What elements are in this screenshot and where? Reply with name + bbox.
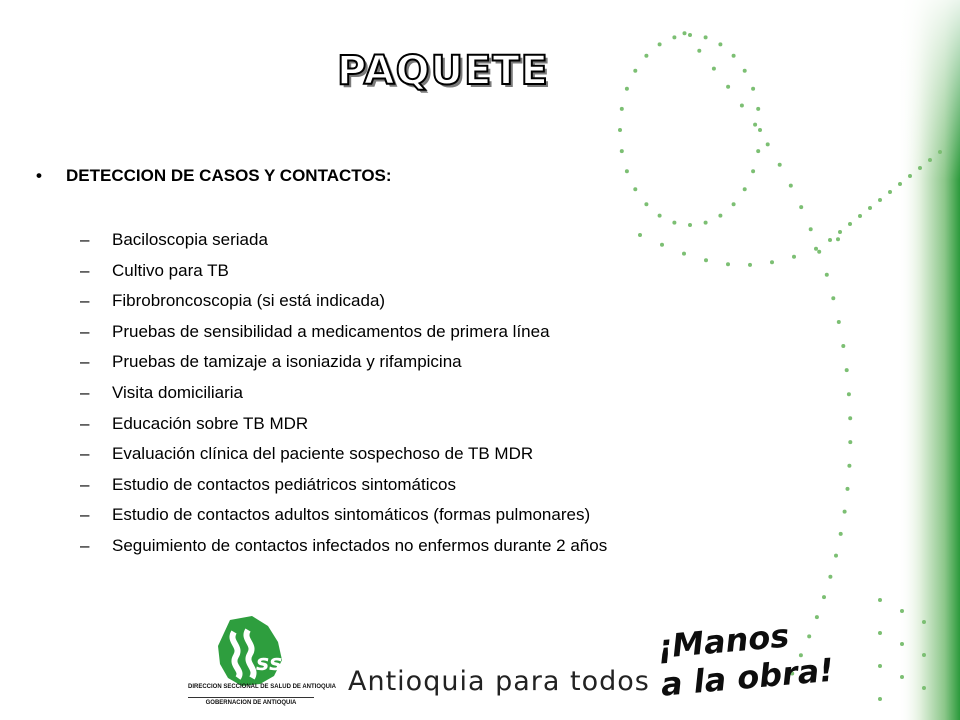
logo-caption-secondary: GOBERNACION DE ANTIOQUIA: [188, 697, 314, 706]
decor-dot: [878, 598, 882, 602]
decor-dot: [625, 169, 629, 173]
decor-dot: [704, 221, 708, 225]
dash-icon: –: [80, 291, 90, 311]
decor-dot: [878, 631, 882, 635]
decor-dot: [726, 262, 730, 266]
manos-line-2: a la obra!: [659, 650, 836, 704]
detection-list: [80, 225, 607, 562]
decor-dot: [838, 230, 842, 234]
dash-icon: –: [80, 474, 90, 494]
decor-dot: [908, 174, 912, 178]
decor-dot: [618, 128, 622, 132]
decor-dot: [825, 273, 829, 277]
dash-icon: –: [80, 260, 90, 280]
dash-icon: –: [80, 352, 90, 372]
decor-dot: [848, 440, 852, 444]
decor-dot: [688, 33, 692, 37]
decor-dot: [900, 609, 904, 613]
decor-dot: [740, 104, 744, 108]
decor-dot: [878, 664, 882, 668]
dash-icon: –: [80, 382, 90, 402]
decor-dot: [792, 255, 796, 259]
decor-dot: [814, 247, 818, 251]
decor-dot: [898, 182, 902, 186]
logo-caption-primary: DIRECCION SECCIONAL DE SALUD DE ANTIOQUIA: [188, 684, 337, 690]
decor-dot: [756, 149, 760, 153]
decor-dot: [922, 686, 926, 690]
decor-dot: [831, 296, 835, 300]
decor-dot: [778, 163, 782, 167]
decor-dot: [846, 487, 850, 491]
list-item: – Evaluación clínica del paciente sospechoso de TB MDR: [80, 439, 607, 470]
slogan: Antioquia para todos: [348, 666, 650, 697]
decor-dot: [878, 697, 882, 701]
decor-dot: [789, 184, 793, 188]
decor-dot: [922, 620, 926, 624]
dash-icon: –: [80, 321, 90, 341]
decor-dot: [837, 320, 841, 324]
decor-dot: [828, 575, 832, 579]
dash-icon: –: [80, 505, 90, 525]
decor-dot: [638, 233, 642, 237]
list-item: – Educación sobre TB MDR: [80, 409, 607, 440]
list-item: – Seguimiento de contactos infectados no enfermos durante 2 años: [80, 531, 607, 562]
decor-dot: [718, 42, 722, 46]
decor-dot: [841, 344, 845, 348]
decor-dot: [836, 237, 840, 241]
list-item: – Visita domiciliaria: [80, 378, 607, 409]
decor-dot: [753, 123, 757, 127]
dash-icon: –: [80, 413, 90, 433]
decor-dot: [918, 166, 922, 170]
list-item: – Estudio de contactos adultos sintomáticos (formas pulmonares): [80, 500, 607, 531]
decor-dot: [766, 142, 770, 146]
decor-dot: [688, 223, 692, 227]
decor-dot: [922, 653, 926, 657]
decor-dot: [751, 169, 755, 173]
decor-dot: [758, 128, 762, 132]
decor-dot: [848, 416, 852, 420]
list-item: – Pruebas de sensibilidad a medicamentos de primera línea: [80, 317, 607, 348]
decor-dot: [858, 214, 862, 218]
decor-dot: [672, 35, 676, 39]
decor-dot: [770, 260, 774, 264]
decor-dot: [848, 222, 852, 226]
decor-dot: [900, 675, 904, 679]
decor-dot: [732, 202, 736, 206]
decor-dot: [743, 187, 747, 191]
decor-dot: [847, 464, 851, 468]
decor-dot: [878, 198, 882, 202]
decor-dot: [888, 190, 892, 194]
decor-dot: [847, 392, 851, 396]
dash-icon: –: [80, 535, 90, 555]
bullet-icon: •: [36, 166, 42, 185]
list-item: – Cultivo para TB: [80, 256, 607, 287]
decor-dot: [633, 187, 637, 191]
decor-dot: [822, 595, 826, 599]
dash-icon: –: [80, 230, 90, 249]
decor-dot: [658, 214, 662, 218]
decor-dot: [938, 150, 942, 154]
decor-dot: [672, 221, 676, 225]
list-item: – Pruebas de tamizaje a isoniazida y rifampicina: [80, 347, 607, 378]
decor-dot: [620, 149, 624, 153]
decor-dot: [704, 35, 708, 39]
decor-dot: [928, 158, 932, 162]
decor-dot: [839, 532, 843, 536]
main-bullet: [36, 166, 392, 186]
decor-dot: [868, 206, 872, 210]
decor-dot: [658, 42, 662, 46]
list-item: – Estudio de contactos pediátricos sintomáticos: [80, 470, 607, 501]
decor-dot: [748, 263, 752, 267]
list-item: – Baciloscopia seriada: [80, 225, 607, 256]
page-title: PAQUETE: [336, 48, 550, 94]
decor-dot: [756, 107, 760, 111]
decor-dot: [843, 510, 847, 514]
decor-dot: [809, 227, 813, 231]
decor-dot: [845, 368, 849, 372]
decor-dot: [660, 243, 664, 247]
decor-dot: [718, 214, 722, 218]
dotted-swirl: [618, 31, 942, 701]
decor-dot: [644, 202, 648, 206]
decor-dot: [704, 258, 708, 262]
section-heading: DETECCION DE CASOS Y CONTACTOS:: [66, 166, 392, 185]
manos-logo: [656, 613, 835, 704]
manos-line-1: ¡Manos: [656, 616, 791, 666]
decor-dot: [834, 554, 838, 558]
logo-letters: ssa: [256, 651, 298, 676]
dash-icon: –: [80, 444, 90, 464]
decor-dot: [828, 238, 832, 242]
list-item: – Fibrobroncoscopia (si está indicada): [80, 286, 607, 317]
decor-dot: [683, 31, 687, 35]
decor-dot: [620, 107, 624, 111]
decor-dot: [799, 205, 803, 209]
decor-dot: [817, 250, 821, 254]
decor-dot: [682, 252, 686, 256]
decor-dot: [900, 642, 904, 646]
